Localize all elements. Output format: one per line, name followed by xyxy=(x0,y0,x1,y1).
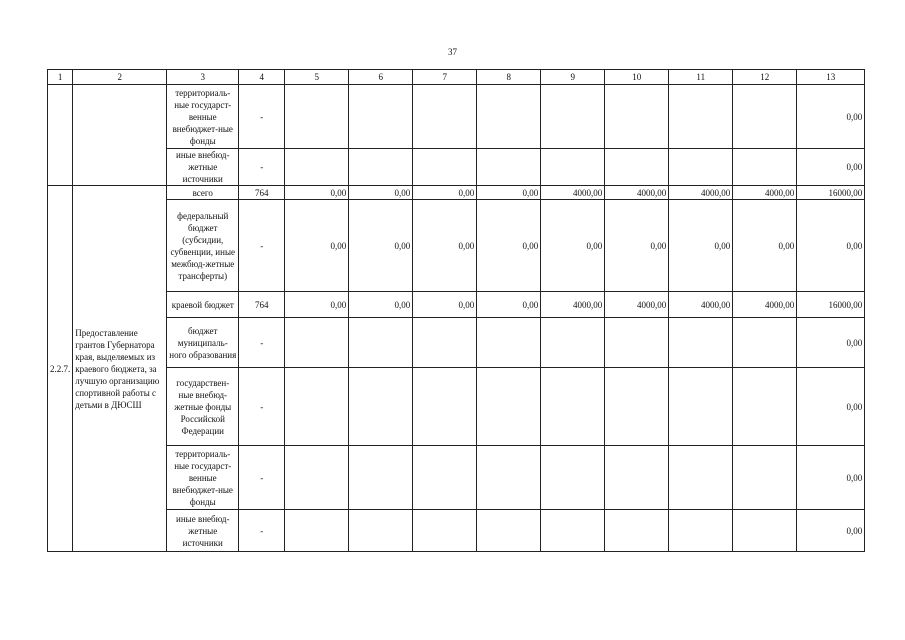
table-header-row xyxy=(48,70,865,85)
code-cell: - xyxy=(239,149,285,186)
value-cell xyxy=(541,446,605,510)
header-cell: 5 xyxy=(285,70,349,85)
code-cell: - xyxy=(239,510,285,552)
funding-source-cell: государствен-ные внебюд-жетные фонды Российской Федерации xyxy=(167,368,239,446)
value-cell xyxy=(669,318,733,368)
value-cell: 4000,00 xyxy=(669,186,733,200)
value-cell xyxy=(349,446,413,510)
value-cell xyxy=(669,149,733,186)
value-cell: 4000,00 xyxy=(669,292,733,318)
funding-source-cell: иные внебюд-жетные источники xyxy=(167,149,239,186)
value-cell xyxy=(669,368,733,446)
value-cell xyxy=(605,510,669,552)
value-cell: 0,00 xyxy=(605,200,669,292)
value-cell xyxy=(349,149,413,186)
value-cell: 4000,00 xyxy=(605,292,669,318)
total-cell: 0,00 xyxy=(797,149,865,186)
table-row xyxy=(48,200,865,292)
item-name-cell: Предоставление грантов Губернатора края, выделяемых из краевого бюджета, за лучшую организацию спортивной работы с детьми в ДЮСШ xyxy=(73,186,167,552)
value-cell xyxy=(477,510,541,552)
header-cell: 9 xyxy=(541,70,605,85)
table-row xyxy=(48,368,865,446)
total-cell: 0,00 xyxy=(797,85,865,149)
table-row xyxy=(48,292,865,318)
value-cell xyxy=(477,446,541,510)
value-cell xyxy=(733,446,797,510)
value-cell: 0,00 xyxy=(541,200,605,292)
total-cell: 0,00 xyxy=(797,446,865,510)
value-cell xyxy=(541,149,605,186)
table-row xyxy=(48,149,865,186)
value-cell xyxy=(349,368,413,446)
value-cell xyxy=(413,510,477,552)
value-cell xyxy=(733,85,797,149)
value-cell: 4000,00 xyxy=(541,292,605,318)
value-cell xyxy=(285,368,349,446)
value-cell xyxy=(477,149,541,186)
code-cell: - xyxy=(239,446,285,510)
value-cell xyxy=(285,510,349,552)
value-cell: 0,00 xyxy=(477,186,541,200)
value-cell: 0,00 xyxy=(413,292,477,318)
value-cell xyxy=(285,318,349,368)
funding-source-cell: краевой бюджет xyxy=(167,292,239,318)
value-cell xyxy=(733,368,797,446)
total-cell: 16000,00 xyxy=(797,186,865,200)
value-cell xyxy=(541,318,605,368)
header-cell: 7 xyxy=(413,70,477,85)
value-cell: 4000,00 xyxy=(541,186,605,200)
table-row xyxy=(48,510,865,552)
value-cell xyxy=(285,446,349,510)
value-cell xyxy=(413,368,477,446)
table-row xyxy=(48,186,865,200)
value-cell xyxy=(477,318,541,368)
value-cell: 0,00 xyxy=(285,200,349,292)
value-cell: 0,00 xyxy=(669,200,733,292)
value-cell xyxy=(541,85,605,149)
value-cell xyxy=(733,318,797,368)
value-cell xyxy=(669,85,733,149)
item-name-cell xyxy=(73,85,167,186)
table-row xyxy=(48,446,865,510)
header-cell: 4 xyxy=(239,70,285,85)
value-cell xyxy=(669,446,733,510)
value-cell xyxy=(605,368,669,446)
value-cell xyxy=(605,85,669,149)
table-row xyxy=(48,318,865,368)
total-cell: 0,00 xyxy=(797,200,865,292)
value-cell xyxy=(477,368,541,446)
value-cell xyxy=(413,446,477,510)
value-cell xyxy=(669,510,733,552)
table-row xyxy=(48,85,865,149)
value-cell: 0,00 xyxy=(477,200,541,292)
value-cell: 0,00 xyxy=(285,292,349,318)
header-cell: 2 xyxy=(73,70,167,85)
funding-source-cell: территориаль-ные государст-венные внебюджет-ные фонды xyxy=(167,85,239,149)
value-cell xyxy=(605,149,669,186)
value-cell xyxy=(541,510,605,552)
funding-source-cell: бюджет муниципаль-ного образования xyxy=(167,318,239,368)
value-cell: 0,00 xyxy=(413,186,477,200)
header-cell: 1 xyxy=(48,70,73,85)
total-cell: 0,00 xyxy=(797,510,865,552)
value-cell xyxy=(477,85,541,149)
page-number: 37 xyxy=(448,47,457,57)
value-cell: 4000,00 xyxy=(733,292,797,318)
value-cell: 0,00 xyxy=(349,200,413,292)
item-number-cell: 2.2.7. xyxy=(48,186,73,552)
funding-source-cell: иные внебюд-жетные источники xyxy=(167,510,239,552)
value-cell xyxy=(349,85,413,149)
total-cell: 16000,00 xyxy=(797,292,865,318)
value-cell xyxy=(413,149,477,186)
value-cell: 0,00 xyxy=(285,186,349,200)
value-cell xyxy=(413,85,477,149)
value-cell: 0,00 xyxy=(349,292,413,318)
value-cell xyxy=(733,510,797,552)
total-cell: 0,00 xyxy=(797,368,865,446)
code-cell: - xyxy=(239,368,285,446)
value-cell: 0,00 xyxy=(349,186,413,200)
value-cell xyxy=(413,318,477,368)
value-cell xyxy=(605,446,669,510)
header-cell: 12 xyxy=(733,70,797,85)
header-cell: 13 xyxy=(797,70,865,85)
value-cell xyxy=(733,149,797,186)
value-cell: 0,00 xyxy=(733,200,797,292)
funding-source-cell: федеральный бюджет (субсидии, субвенции, иные межбюд-жетные трансферты) xyxy=(167,200,239,292)
code-cell: - xyxy=(239,85,285,149)
code-cell: - xyxy=(239,200,285,292)
value-cell xyxy=(541,368,605,446)
header-cell: 10 xyxy=(605,70,669,85)
value-cell xyxy=(349,318,413,368)
value-cell xyxy=(349,510,413,552)
item-number-cell xyxy=(48,85,73,186)
header-cell: 6 xyxy=(349,70,413,85)
header-cell: 3 xyxy=(167,70,239,85)
code-cell: 764 xyxy=(239,186,285,200)
value-cell xyxy=(605,318,669,368)
funding-source-cell: всего xyxy=(167,186,239,200)
code-cell: 764 xyxy=(239,292,285,318)
funding-source-cell: территориаль-ные государст-венные внебюджет-ные фонды xyxy=(167,446,239,510)
value-cell: 0,00 xyxy=(413,200,477,292)
code-cell: - xyxy=(239,318,285,368)
value-cell: 4000,00 xyxy=(605,186,669,200)
total-cell: 0,00 xyxy=(797,318,865,368)
budget-table xyxy=(47,69,865,552)
header-cell: 8 xyxy=(477,70,541,85)
value-cell: 4000,00 xyxy=(733,186,797,200)
value-cell xyxy=(285,149,349,186)
value-cell: 0,00 xyxy=(477,292,541,318)
header-cell: 11 xyxy=(669,70,733,85)
value-cell xyxy=(285,85,349,149)
